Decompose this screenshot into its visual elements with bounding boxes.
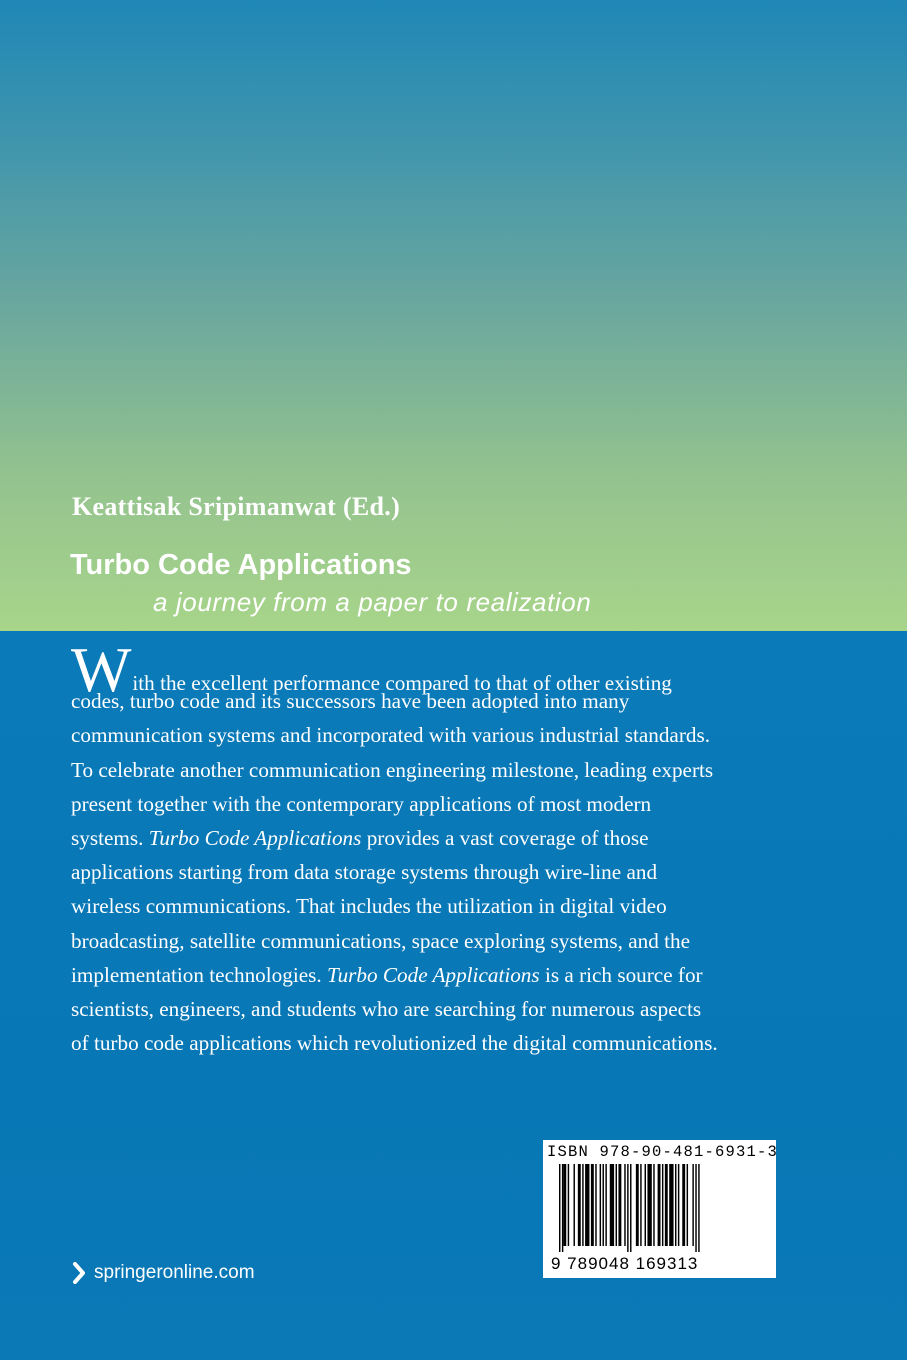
barcode-bar xyxy=(568,1164,569,1246)
barcode-bar xyxy=(563,1164,566,1246)
barcode-bar xyxy=(605,1164,606,1246)
barcode-bar xyxy=(610,1164,614,1246)
description-line: scientists, engineers, and students who are searching for numerous aspects xyxy=(71,996,702,1021)
description-line: codes, turbo code and its successors have been adopted into many xyxy=(71,689,630,714)
barcode-bar xyxy=(603,1164,604,1246)
barcode-bar xyxy=(678,1164,679,1246)
barcode-bar xyxy=(675,1164,676,1246)
barcode-bar xyxy=(585,1164,589,1246)
barcode-bar xyxy=(600,1164,601,1246)
barcode-bar xyxy=(616,1164,617,1246)
italic-title: Turbo Code Applications xyxy=(326,962,540,987)
description-line: applications starting from data storage systems through wire-line and xyxy=(71,860,658,885)
publisher-link[interactable] xyxy=(72,1259,255,1287)
top-gradient-panel xyxy=(0,0,907,631)
barcode-bar xyxy=(627,1164,628,1252)
barcode-bar xyxy=(578,1164,581,1246)
isbn-label: ISBN 978-90-481-6931-3 xyxy=(547,1143,779,1161)
italic-title: Turbo Code Applications xyxy=(148,825,362,850)
publisher-url: springeronline.com xyxy=(94,1262,255,1283)
barcode-bar xyxy=(692,1164,693,1246)
barcode-bar xyxy=(636,1164,639,1246)
description-line: With the excellent performance compared to that of other existing xyxy=(71,634,672,705)
barcode-bar xyxy=(647,1164,651,1246)
book-title: Turbo Code Applications xyxy=(70,549,412,581)
description-line: implementation technologies. Turbo Code Applications is a rich source for xyxy=(71,962,703,987)
description-line: of turbo code applications which revolutionized the digital communications. xyxy=(71,1031,718,1056)
barcode-bar xyxy=(669,1164,673,1246)
barcode-bar xyxy=(582,1164,583,1246)
barcode-bar xyxy=(658,1164,661,1246)
description-line: To celebrate another communication engineering milestone, leading experts xyxy=(71,757,714,782)
barcode-bar xyxy=(562,1164,563,1252)
description-line: communication systems and incorporated with various industrial standards. xyxy=(71,723,711,748)
barcode-digits: 9 789048 169313 xyxy=(551,1254,699,1273)
description-line: systems. Turbo Code Applications provides a vast coverage of those xyxy=(71,825,649,850)
barcode-bar xyxy=(559,1164,560,1252)
barcode-bar xyxy=(682,1164,685,1246)
barcode-bar xyxy=(653,1164,654,1246)
author-name: Keattisak Sripimanwat (Ed.) xyxy=(72,492,401,521)
book-description xyxy=(71,634,781,1060)
barcode-bar xyxy=(687,1164,688,1246)
barcode-bar xyxy=(618,1164,621,1246)
book-subtitle: a journey from a paper to realization xyxy=(153,587,592,617)
barcode-bar xyxy=(591,1164,594,1246)
barcode-bar xyxy=(624,1164,625,1246)
drop-cap: W xyxy=(71,634,132,705)
chevron-right-icon xyxy=(72,1262,86,1284)
barcode-bar xyxy=(640,1164,641,1246)
barcode-bar xyxy=(574,1164,575,1246)
description-line: broadcasting, satellite communications, space exploring systems, and the xyxy=(71,928,690,953)
barcode-bar xyxy=(665,1164,668,1246)
barcode-bar xyxy=(645,1164,646,1246)
isbn-barcode xyxy=(543,1140,779,1278)
barcode-bar xyxy=(595,1164,596,1246)
description-line: wireless communications. That includes the utilization in digital video xyxy=(71,894,667,919)
barcode-bar xyxy=(698,1164,699,1252)
barcode-bar xyxy=(630,1164,631,1252)
barcode-bars xyxy=(557,1164,763,1256)
description-line: present together with the contemporary applications of most modern xyxy=(71,791,652,816)
barcode-bar xyxy=(695,1164,696,1252)
barcode-bar xyxy=(662,1164,663,1246)
